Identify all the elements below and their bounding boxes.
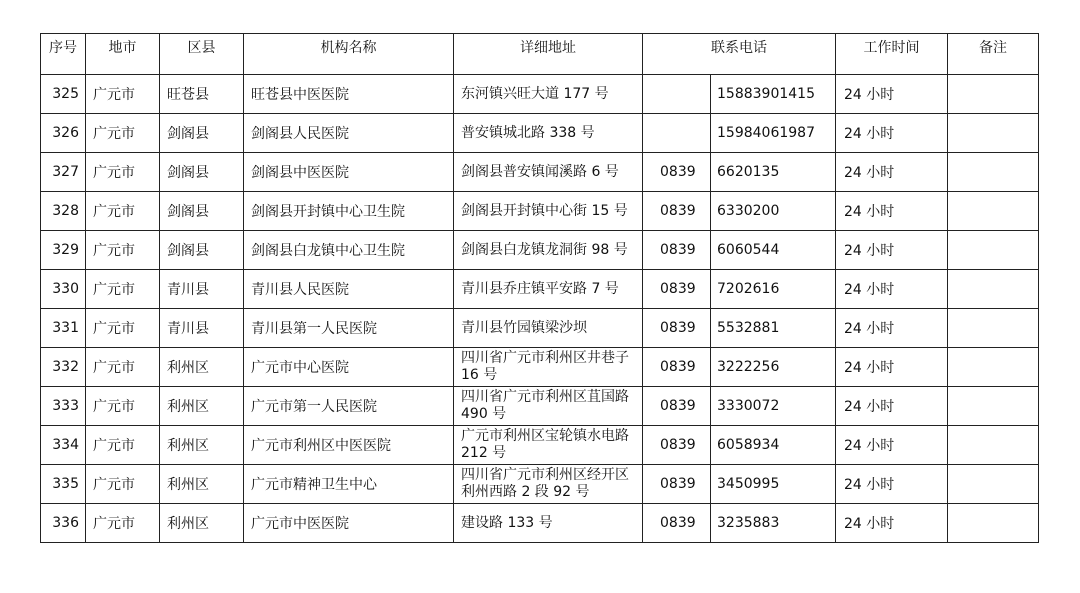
cell-name-text: 广元市中医医院: [251, 516, 349, 532]
cell-area-code-text: 0839: [660, 398, 696, 414]
cell-seq-text: 334: [52, 437, 79, 453]
cell-area-code: [643, 426, 711, 465]
cell-county: [160, 153, 244, 192]
hospital-table: [40, 33, 1039, 543]
cell-hours: [836, 465, 948, 504]
cell-note: [948, 192, 1039, 231]
cell-name: [244, 192, 454, 231]
cell-hours-text: 24 小时: [844, 165, 895, 181]
cell-county: [160, 387, 244, 426]
cell-name-text: 青川县人民医院: [251, 282, 349, 298]
cell-area-code-text: 0839: [660, 515, 696, 531]
cell-phone: [711, 387, 836, 426]
cell-city-text: 广元市: [93, 204, 135, 220]
cell-note: [948, 504, 1039, 543]
cell-address: [454, 75, 643, 114]
cell-phone: [711, 192, 836, 231]
cell-address-text: 东河镇兴旺大道 177 号: [461, 85, 609, 102]
cell-county: [160, 465, 244, 504]
cell-name: [244, 504, 454, 543]
table-row: [41, 387, 1039, 426]
cell-hours: [836, 153, 948, 192]
cell-county: [160, 231, 244, 270]
cell-address-text: 普安镇城北路 338 号: [461, 124, 595, 141]
cell-address: [454, 504, 643, 543]
cell-seq-text: 335: [52, 476, 79, 492]
cell-county-text: 利州区: [167, 360, 209, 376]
cell-seq-text: 326: [52, 125, 79, 141]
table-row: [41, 270, 1039, 309]
cell-city-text: 广元市: [93, 87, 135, 103]
cell-address-text: 青川县竹园镇梁沙坝: [461, 319, 587, 336]
cell-address: [454, 309, 643, 348]
cell-phone-text: 6620135: [717, 164, 780, 180]
cell-city-text: 广元市: [93, 399, 135, 415]
cell-address: [454, 465, 643, 504]
cell-name-text: 剑阁县白龙镇中心卫生院: [251, 243, 405, 259]
cell-county: [160, 192, 244, 231]
cell-note: [948, 426, 1039, 465]
cell-area-code-text: 0839: [660, 242, 696, 258]
cell-address: [454, 153, 643, 192]
header-address: 详细地址: [454, 34, 643, 75]
cell-county-text: 剑阁县: [167, 126, 209, 142]
cell-phone-text: 3222256: [717, 359, 780, 375]
header-city: 地市: [86, 34, 160, 75]
table-row: [41, 426, 1039, 465]
cell-seq: [41, 465, 86, 504]
cell-hours-text: 24 小时: [844, 243, 895, 259]
cell-area-code-text: 0839: [660, 320, 696, 336]
cell-address-text: 广元市利州区宝轮镇水电路 212 号: [461, 428, 629, 461]
cell-county-text: 青川县: [167, 282, 209, 298]
table-row: [41, 465, 1039, 504]
cell-area-code: [643, 114, 711, 153]
cell-hours-text: 24 小时: [844, 516, 895, 532]
cell-name: [244, 270, 454, 309]
cell-county-text: 旺苍县: [167, 87, 209, 103]
cell-hours: [836, 426, 948, 465]
header-seq: 序号: [41, 34, 86, 75]
cell-hours: [836, 75, 948, 114]
cell-area-code-text: 0839: [660, 437, 696, 453]
cell-hours: [836, 504, 948, 543]
cell-phone: [711, 231, 836, 270]
cell-city: [86, 153, 160, 192]
cell-county: [160, 270, 244, 309]
cell-seq: [41, 309, 86, 348]
cell-area-code: [643, 465, 711, 504]
table-row: [41, 348, 1039, 387]
cell-phone-text: 6330200: [717, 203, 780, 219]
cell-hours-text: 24 小时: [844, 204, 895, 220]
cell-city-text: 广元市: [93, 516, 135, 532]
cell-name-text: 剑阁县人民医院: [251, 126, 349, 142]
cell-area-code: [643, 504, 711, 543]
cell-address: [454, 270, 643, 309]
cell-name: [244, 348, 454, 387]
cell-area-code: [643, 387, 711, 426]
table-row: [41, 114, 1039, 153]
cell-address-text: 剑阁县普安镇闻溪路 6 号: [461, 163, 619, 180]
cell-name: [244, 465, 454, 504]
cell-hours-text: 24 小时: [844, 87, 895, 103]
cell-name-text: 广元市中心医院: [251, 360, 349, 376]
cell-hours: [836, 348, 948, 387]
cell-name-text: 广元市第一人民医院: [251, 399, 377, 415]
header-county: 区县: [160, 34, 244, 75]
cell-city: [86, 426, 160, 465]
cell-phone-text: 3330072: [717, 398, 780, 414]
cell-address: [454, 348, 643, 387]
cell-note: [948, 75, 1039, 114]
cell-city: [86, 465, 160, 504]
cell-area-code: [643, 309, 711, 348]
cell-name: [244, 231, 454, 270]
cell-name-text: 旺苍县中医医院: [251, 87, 349, 103]
cell-hours-text: 24 小时: [844, 477, 895, 493]
cell-seq-text: 328: [52, 203, 79, 219]
cell-county-text: 利州区: [167, 477, 209, 493]
table-row: [41, 309, 1039, 348]
cell-area-code: [643, 270, 711, 309]
header-note: 备注: [948, 34, 1039, 75]
cell-seq: [41, 114, 86, 153]
cell-phone-text: 15984061987: [717, 125, 815, 141]
cell-note: [948, 387, 1039, 426]
cell-address: [454, 426, 643, 465]
cell-seq-text: 325: [52, 86, 79, 102]
cell-phone: [711, 153, 836, 192]
cell-city-text: 广元市: [93, 243, 135, 259]
cell-hours: [836, 309, 948, 348]
cell-hours-text: 24 小时: [844, 282, 895, 298]
cell-note: [948, 465, 1039, 504]
cell-county-text: 剑阁县: [167, 243, 209, 259]
cell-note: [948, 348, 1039, 387]
cell-area-code-text: 0839: [660, 281, 696, 297]
cell-hours-text: 24 小时: [844, 360, 895, 376]
cell-seq: [41, 270, 86, 309]
header-name: 机构名称: [244, 34, 454, 75]
cell-city-text: 广元市: [93, 438, 135, 454]
cell-city-text: 广元市: [93, 321, 135, 337]
cell-seq: [41, 75, 86, 114]
cell-phone: [711, 75, 836, 114]
cell-seq-text: 327: [52, 164, 79, 180]
cell-seq-text: 336: [52, 515, 79, 531]
cell-city: [86, 504, 160, 543]
cell-address-text: 剑阁县白龙镇龙洞街 98 号: [461, 241, 628, 258]
cell-seq: [41, 348, 86, 387]
cell-city-text: 广元市: [93, 282, 135, 298]
cell-area-code-text: 0839: [660, 203, 696, 219]
cell-seq: [41, 153, 86, 192]
cell-phone-text: 5532881: [717, 320, 780, 336]
cell-address-text: 建设路 133 号: [461, 514, 553, 531]
cell-county-text: 剑阁县: [167, 204, 209, 220]
cell-area-code: [643, 231, 711, 270]
cell-seq-text: 331: [52, 320, 79, 336]
cell-seq-text: 332: [52, 359, 79, 375]
cell-city: [86, 309, 160, 348]
cell-name-text: 广元市利州区中医医院: [251, 438, 391, 454]
cell-hours-text: 24 小时: [844, 399, 895, 415]
cell-county-text: 利州区: [167, 438, 209, 454]
cell-county: [160, 504, 244, 543]
cell-seq: [41, 231, 86, 270]
cell-seq: [41, 426, 86, 465]
cell-seq-text: 329: [52, 242, 79, 258]
cell-city-text: 广元市: [93, 477, 135, 493]
cell-note: [948, 153, 1039, 192]
cell-name-text: 青川县第一人民医院: [251, 321, 377, 337]
cell-city: [86, 270, 160, 309]
cell-phone-text: 3235883: [717, 515, 780, 531]
cell-area-code: [643, 153, 711, 192]
cell-address-text: 四川省广元市利州区苴国路 490 号: [461, 389, 629, 422]
cell-area-code-text: 0839: [660, 359, 696, 375]
cell-phone-text: 6058934: [717, 437, 780, 453]
table-row: [41, 75, 1039, 114]
cell-hours-text: 24 小时: [844, 438, 895, 454]
cell-name: [244, 426, 454, 465]
cell-county-text: 利州区: [167, 516, 209, 532]
cell-area-code: [643, 192, 711, 231]
cell-seq-text: 333: [52, 398, 79, 414]
cell-hours-text: 24 小时: [844, 126, 895, 142]
cell-area-code: [643, 348, 711, 387]
cell-county: [160, 309, 244, 348]
cell-address-text: 剑阁县开封镇中心街 15 号: [461, 202, 628, 219]
cell-city-text: 广元市: [93, 165, 135, 181]
cell-hours: [836, 270, 948, 309]
cell-phone-text: 3450995: [717, 476, 780, 492]
cell-note: [948, 270, 1039, 309]
cell-address: [454, 387, 643, 426]
cell-address-text: 四川省广元市利州区经开区利州西路 2 段 92 号: [461, 467, 629, 500]
cell-name: [244, 309, 454, 348]
cell-area-code-text: 0839: [660, 476, 696, 492]
cell-city: [86, 231, 160, 270]
cell-address: [454, 231, 643, 270]
cell-seq: [41, 387, 86, 426]
cell-name: [244, 114, 454, 153]
cell-phone: [711, 465, 836, 504]
cell-area-code: [643, 75, 711, 114]
cell-name-text: 剑阁县中医医院: [251, 165, 349, 181]
cell-address-text: 四川省广元市利州区井巷子 16 号: [461, 350, 629, 383]
cell-city-text: 广元市: [93, 126, 135, 142]
cell-note: [948, 114, 1039, 153]
cell-seq: [41, 504, 86, 543]
cell-seq: [41, 192, 86, 231]
cell-city-text: 广元市: [93, 360, 135, 376]
cell-phone: [711, 270, 836, 309]
cell-hours-text: 24 小时: [844, 321, 895, 337]
cell-address: [454, 192, 643, 231]
cell-county: [160, 114, 244, 153]
cell-name: [244, 153, 454, 192]
cell-city: [86, 114, 160, 153]
cell-address-text: 青川县乔庄镇平安路 7 号: [461, 280, 619, 297]
cell-city: [86, 387, 160, 426]
table-body: [41, 75, 1039, 543]
cell-phone-text: 15883901415: [717, 86, 815, 102]
cell-county-text: 剑阁县: [167, 165, 209, 181]
cell-county-text: 青川县: [167, 321, 209, 337]
cell-note: [948, 309, 1039, 348]
cell-city: [86, 348, 160, 387]
header-phone: 联系电话: [643, 34, 836, 75]
table-row: [41, 153, 1039, 192]
cell-note: [948, 231, 1039, 270]
cell-hours: [836, 192, 948, 231]
cell-county: [160, 75, 244, 114]
cell-name: [244, 387, 454, 426]
cell-county-text: 利州区: [167, 399, 209, 415]
table-row: [41, 231, 1039, 270]
cell-phone: [711, 114, 836, 153]
cell-city: [86, 192, 160, 231]
cell-county: [160, 348, 244, 387]
table-row: [41, 192, 1039, 231]
header-hours: 工作时间: [836, 34, 948, 75]
cell-seq-text: 330: [52, 281, 79, 297]
cell-phone: [711, 426, 836, 465]
cell-area-code-text: 0839: [660, 164, 696, 180]
cell-name: [244, 75, 454, 114]
cell-phone: [711, 309, 836, 348]
cell-city: [86, 75, 160, 114]
cell-hours: [836, 114, 948, 153]
cell-name-text: 广元市精神卫生中心: [251, 477, 377, 493]
cell-phone: [711, 504, 836, 543]
header-row: [41, 34, 1039, 75]
cell-hours: [836, 387, 948, 426]
cell-phone: [711, 348, 836, 387]
cell-name-text: 剑阁县开封镇中心卫生院: [251, 204, 405, 220]
cell-phone-text: 6060544: [717, 242, 780, 258]
cell-county: [160, 426, 244, 465]
cell-hours: [836, 231, 948, 270]
table-row: [41, 504, 1039, 543]
cell-address: [454, 114, 643, 153]
cell-phone-text: 7202616: [717, 281, 780, 297]
